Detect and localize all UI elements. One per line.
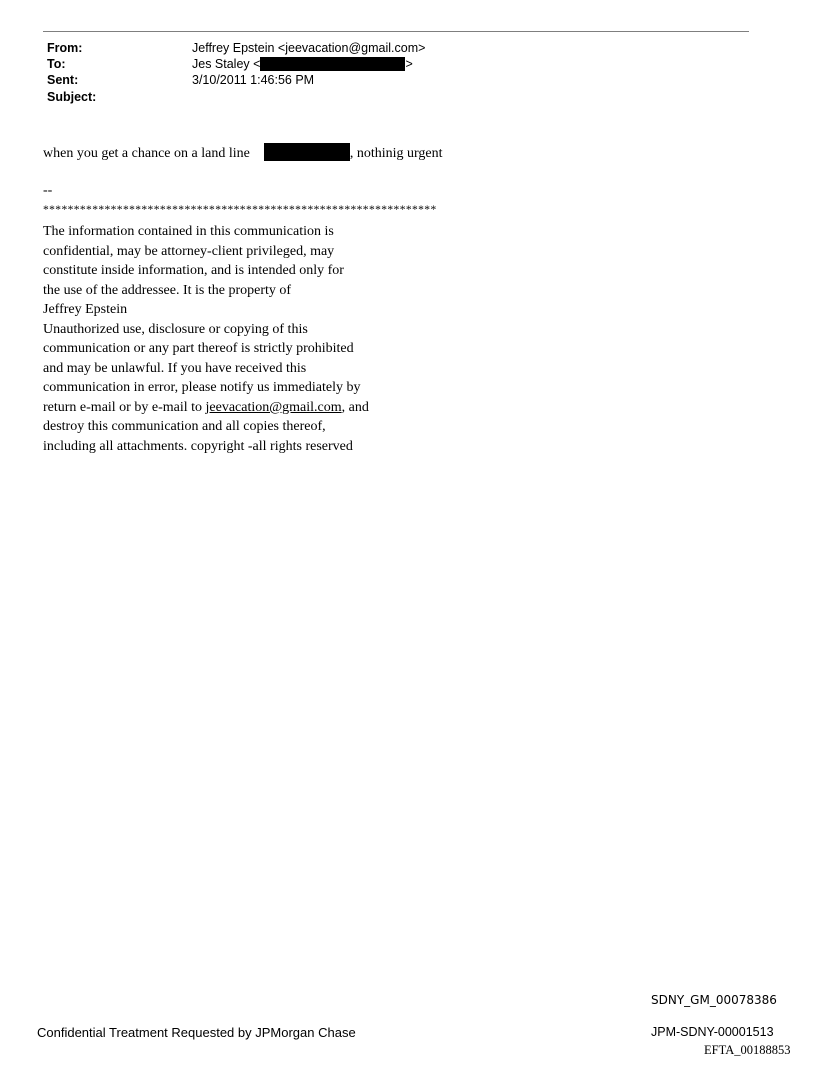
from-label: From: [47, 41, 83, 55]
message-body [43, 144, 443, 164]
email-line-prefix: return e-mail or by e-mail to [43, 399, 206, 415]
disclaimer-line: the use of the addressee. It is the property of [43, 282, 292, 298]
sent-label: Sent: [47, 73, 79, 87]
disclaimer-line: including all attachments. copyright -all rights reserved [43, 438, 353, 454]
email-line-suffix: , and [341, 399, 369, 415]
signature-dashes: -- [43, 183, 53, 198]
disclaimer-line: confidential, may be attorney-client privileged, may [43, 243, 335, 259]
confidential-treatment-note: Confidential Treatment Requested by JPMorgan Chase [37, 1025, 356, 1040]
disclaimer-line: Jeffrey Epstein [43, 302, 128, 317]
disclaimer-line: constitute inside information, and is intended only for [43, 263, 344, 278]
redaction-box [264, 143, 350, 161]
email-link[interactable]: jeevacation@gmail.com [205, 399, 342, 415]
message-text-prefix: when you get a chance on a land line [43, 146, 250, 161]
disclaimer-line-email [43, 398, 369, 418]
disclaimer-line: destroy this communication and all copies thereof, [43, 419, 326, 434]
bates-number-efta: EFTA_00188853 [704, 1043, 791, 1057]
to-label: To: [47, 57, 66, 71]
bates-number-sdny-gm: SDNY_GM_00078386 [651, 993, 777, 1007]
disclaimer-line: communication or any part thereof is strictly prohibited [43, 341, 354, 356]
to-value [192, 56, 413, 72]
to-prefix: Jes Staley < [192, 57, 261, 71]
signature-stars: **************************************************************** [43, 204, 437, 216]
redaction-box [260, 57, 405, 71]
disclaimer-line: Unauthorized use, disclosure or copying of this [43, 321, 308, 337]
sent-value: 3/10/2011 1:46:56 PM [192, 73, 315, 87]
email-header [47, 40, 547, 106]
from-value: Jeffrey Epstein <jeevacation@gmail.com> [192, 41, 426, 55]
subject-label: Subject: [47, 90, 97, 104]
to-suffix: > [405, 57, 413, 71]
header-divider [43, 31, 749, 32]
disclaimer-line: and may be unlawful. If you have received this [43, 360, 307, 376]
disclaimer-line: communication in error, please notify us immediately by [43, 380, 361, 395]
bates-number-jpm: JPM-SDNY-00001513 [651, 1025, 774, 1039]
disclaimer-line: The information contained in this communication is [43, 224, 334, 239]
message-text-suffix: , nothinig urgent [349, 146, 443, 161]
disclaimer [43, 222, 369, 456]
